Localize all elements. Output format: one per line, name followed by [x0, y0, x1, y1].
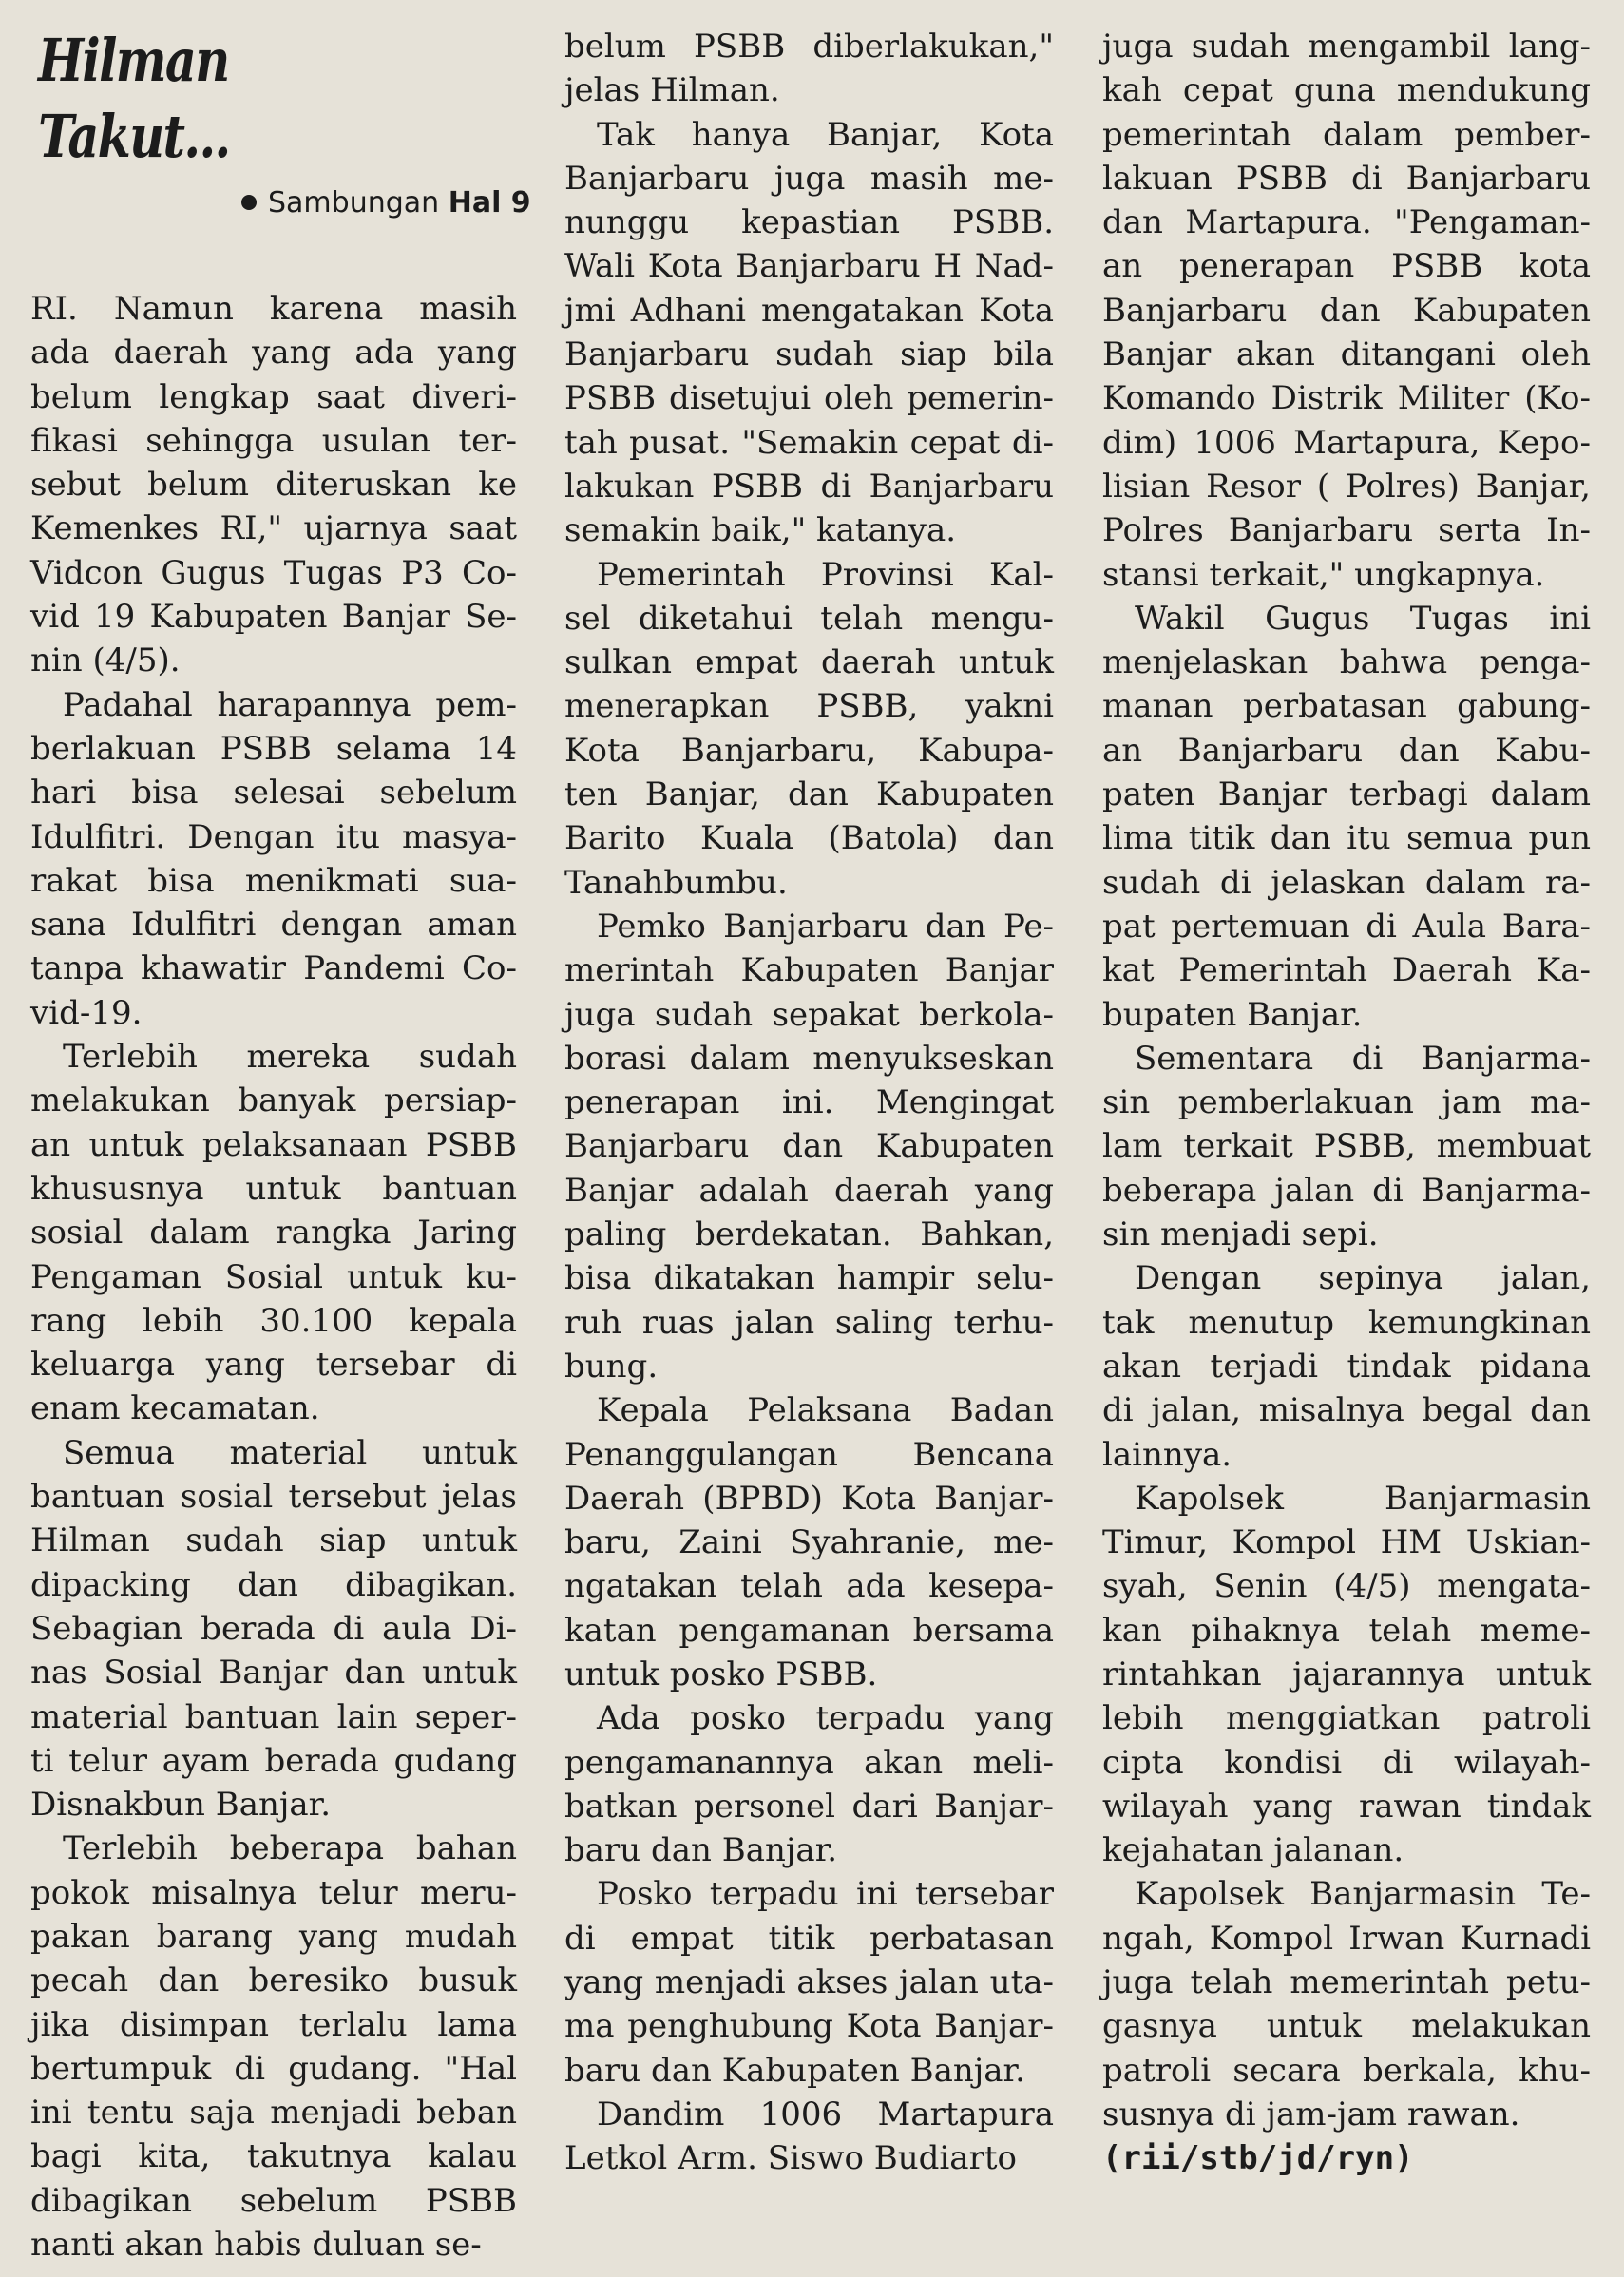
text-line: akan terjadi tindak pidana [1102, 1347, 1591, 1386]
text-line: pokok misalnya telur meru- [30, 1873, 517, 1912]
text-line: ada daerah yang ada yang [30, 334, 517, 373]
text-line: kat Pemerintah Daerah Ka- [1102, 951, 1591, 990]
text-line: Polres Banjarbaru serta In- [1102, 511, 1591, 550]
text-line: ngah, Kompol Irwan Kurnadi [1102, 1919, 1591, 1958]
paragraph [30, 287, 517, 683]
text-line: gasnya untuk melakukan [1102, 2007, 1591, 2046]
text-line: ma penghubung Kota Banjar- [564, 2007, 1054, 2046]
text-line: Ada posko terpadu yang [597, 1699, 1054, 1738]
text-line: Banjarbaru juga masih me- [564, 159, 1054, 198]
author-signature: (rii/stb/jd/ryn) [1102, 2139, 1414, 2178]
paragraph [564, 1388, 1054, 1696]
text-line: sudah di jelaskan dalam ra- [1102, 863, 1591, 902]
text-line: manan perbatasan gabung- [1102, 687, 1591, 726]
text-line: an Banjarbaru dan Kabu- [1102, 731, 1591, 770]
text-line: Semua material untuk [63, 1433, 517, 1472]
text-line: nin (4/5). [30, 641, 181, 680]
text-line: Timur, Kompol HM Uskian- [1102, 1523, 1591, 1562]
column-2 [564, 0, 1054, 2181]
text-line: sin pemberlakuan jam ma- [1102, 1083, 1591, 1122]
text-line: wilayah yang rawan tindak [1102, 1787, 1591, 1826]
text-line: vid-19. [30, 993, 143, 1032]
text-line: ten Banjar, dan Kabupaten [564, 775, 1054, 814]
text-line: rakat bisa menikmati sua- [30, 861, 517, 900]
text-line: Idulfitri. Dengan itu masya- [30, 817, 517, 856]
text-line: Kota Banjarbaru, Kabupa- [564, 731, 1054, 770]
text-line: ngatakan telah ada kesepa- [564, 1567, 1054, 1606]
text-line: nunggu kepastian PSBB. [564, 203, 1054, 242]
column-1-text [30, 287, 517, 2267]
text-line: an penerapan PSBB kota [1102, 247, 1591, 286]
text-line: dim) 1006 Martapura, Kepo- [1102, 423, 1591, 462]
text-line: juga sudah sepakat berkola- [564, 995, 1054, 1034]
text-line: khususnya untuk bantuan [30, 1169, 517, 1208]
text-line: RI. Namun karena masih [30, 290, 517, 328]
text-line: bung. [564, 1347, 659, 1386]
text-line: lebih menggiatkan patroli [1102, 1699, 1591, 1738]
text-line: berlakuan PSBB selama 14 [30, 729, 517, 768]
text-line: melakukan banyak persiap- [30, 1081, 517, 1120]
column-3-text [1102, 25, 1591, 2181]
paragraph [1102, 1872, 1591, 2136]
text-line: ruh ruas jalan saling terhu- [564, 1303, 1054, 1342]
text-line: pecah dan beresiko busuk [30, 1961, 517, 2000]
text-line: jmi Adhani mengatakan Kota [564, 291, 1054, 330]
text-line: sosial dalam rangka Jaring [30, 1214, 517, 1253]
paragraph [30, 683, 517, 1035]
text-line: penerapan ini. Mengingat [564, 1083, 1054, 1122]
text-line: Terlebih beberapa bahan [63, 1829, 517, 1868]
text-line: vid 19 Kabupaten Banjar Se- [30, 598, 517, 637]
text-line: patroli secara berkala, khu- [1102, 2051, 1591, 2090]
text-line: jelas Hilman. [564, 71, 780, 110]
text-line: yang menjadi akses jalan uta- [564, 1963, 1054, 2002]
paragraph [564, 553, 1054, 905]
text-line: cipta kondisi di wilayah- [1102, 1743, 1591, 1782]
text-line: nanti akan habis duluan se- [30, 2226, 482, 2265]
text-line: Tanahbumbu. [564, 863, 788, 902]
text-line: kah cepat guna mendukung [1102, 71, 1591, 110]
text-line: Kapolsek Banjarmasin Te- [1135, 1875, 1591, 1914]
text-line: Banjar adalah daerah yang [564, 1171, 1054, 1210]
text-line: Wakil Gugus Tugas ini [1135, 599, 1591, 638]
text-line: jika disimpan terlalu lama [30, 2005, 517, 2044]
text-line: Letkol Arm. Siswo Budiarto [564, 2139, 1017, 2178]
text-line: PSBB disetujui oleh pemerin- [564, 379, 1054, 418]
text-line: rintahkan jajarannya untuk [1102, 1655, 1591, 1693]
text-line: Tak hanya Banjar, Kota [597, 115, 1054, 154]
text-line: pengamanannya akan meli- [564, 1743, 1054, 1782]
text-line: juga telah memerintah petu- [1102, 1963, 1591, 2002]
text-line: syah, Senin (4/5) mengata- [1102, 1567, 1591, 1606]
text-line: tanpa khawatir Pandemi Co- [30, 949, 517, 988]
text-line: paten Banjar terbagi dalam [1102, 775, 1591, 814]
continuation-prefix: Sambungan [268, 186, 440, 220]
text-line: dipacking dan dibagikan. [30, 1565, 517, 1604]
text-line: Kepala Pelaksana Badan [597, 1391, 1054, 1430]
text-line: Banjarbaru dan Kabupaten [1102, 291, 1591, 330]
column-3 [1102, 0, 1591, 2181]
text-line: paling berdekatan. Bahkan, [564, 1215, 1054, 1254]
text-line: baru dan Banjar. [564, 1831, 838, 1870]
text-line: tah pusat. "Semakin cepat di- [564, 423, 1054, 462]
text-line: bisa dikatakan hampir selu- [564, 1259, 1054, 1298]
text-line: Sebagian berada di aula Di- [30, 1609, 517, 1648]
text-line: bupaten Banjar. [1102, 995, 1363, 1034]
text-line: Disnakbun Banjar. [30, 1786, 332, 1825]
text-line: Pengaman Sosial untuk ku- [30, 1257, 517, 1296]
text-line: lainnya. [1102, 1435, 1232, 1474]
text-line: katan pengamanan bersama [564, 1611, 1054, 1650]
text-line: bantuan sosial tersebut jelas [30, 1478, 517, 1517]
paragraph [564, 1696, 1054, 1872]
text-line: fikasi sehingga usulan ter- [30, 421, 517, 460]
text-line: juga sudah mengambil lang- [1102, 28, 1591, 66]
text-line: tak menutup kemungkinan [1102, 1303, 1591, 1342]
text-line: Kemenkes RI," ujarnya saat [30, 509, 517, 548]
text-line: hari bisa selesai sebelum [30, 774, 517, 813]
text-line: Barito Kuala (Batola) dan [564, 819, 1054, 858]
text-line: di jalan, misalnya begal dan [1102, 1391, 1591, 1430]
text-line: belum lengkap saat diveri- [30, 377, 517, 416]
text-line: belum PSBB diberlakukan," [564, 28, 1054, 66]
text-line: Dengan sepinya jalan, [1135, 1259, 1591, 1298]
text-line: pat pertemuan di Aula Bara- [1102, 907, 1591, 946]
text-line: sana Idulfitri dengan aman [30, 906, 517, 945]
paragraph [1102, 1037, 1591, 1256]
text-line: Banjarbaru dan Kabupaten [564, 1127, 1054, 1166]
paragraph [564, 905, 1054, 1388]
text-line: Banjarbaru sudah siap bila [564, 335, 1054, 374]
text-line: stansi terkait," ungkapnya. [1102, 555, 1545, 594]
text-line: rang lebih 30.100 kepala [30, 1301, 517, 1340]
paragraph [30, 1431, 517, 1827]
text-line: dan Martapura. "Pengaman- [1102, 203, 1591, 242]
paragraph [1102, 1256, 1591, 1476]
text-line: material bantuan lain seper- [30, 1697, 517, 1736]
text-line: Daerah (BPBD) Kota Banjar- [564, 1479, 1054, 1518]
text-line: sebut belum diteruskan ke [30, 466, 517, 505]
text-line: sin menjadi sepi. [1102, 1215, 1379, 1254]
text-line: enam kecamatan. [30, 1389, 320, 1428]
text-line: Terlebih mereka sudah [63, 1038, 517, 1077]
text-line: kan pihaknya telah meme- [1102, 1611, 1591, 1650]
text-line: baru, Zaini Syahranie, me- [564, 1523, 1054, 1562]
text-line: beberapa jalan di Banjarma- [1102, 1171, 1591, 1210]
text-line: Wali Kota Banjarbaru H Nad- [564, 247, 1054, 286]
text-line: borasi dalam menyukseskan [564, 1039, 1054, 1078]
text-line: lisian Resor ( Polres) Banjar, [1102, 467, 1591, 506]
text-line: sulkan empat daerah untuk [564, 643, 1054, 682]
text-line: Dandim 1006 Martapura [597, 2095, 1054, 2133]
paragraph [30, 1827, 517, 2267]
text-line: di empat titik perbatasan [564, 1919, 1054, 1958]
paragraph [30, 1035, 517, 1431]
text-line: bertumpuk di gudang. "Hal [30, 2049, 517, 2088]
paragraph [564, 113, 1054, 553]
text-line: pemerintah dalam pember- [1102, 115, 1591, 154]
paragraph [1102, 597, 1591, 1037]
text-line: bagi kita, takutnya kalau [30, 2137, 517, 2176]
paragraph [1102, 1477, 1591, 1873]
headline: Hilman Takut... [38, 26, 230, 171]
text-line: pakan barang yang mudah [30, 1917, 517, 1956]
text-line: lakuan PSBB di Banjarbaru [1102, 159, 1591, 198]
text-line: Pemerintah Provinsi Kal- [597, 555, 1054, 594]
text-line: menjelaskan bahwa penga- [1102, 643, 1591, 682]
paragraph [564, 25, 1054, 113]
paragraph [1102, 25, 1591, 597]
text-line: Hilman sudah siap untuk [30, 1521, 517, 1560]
paragraph [564, 2093, 1054, 2181]
text-line: keluarga yang tersebar di [30, 1346, 517, 1385]
text-line: dibagikan sebelum PSBB [30, 2181, 517, 2220]
text-line: merintah Kabupaten Banjar [564, 951, 1054, 990]
text-line: Banjar akan ditangani oleh [1102, 335, 1591, 374]
text-line: baru dan Kabupaten Banjar. [564, 2051, 1025, 2090]
text-line: Posko terpadu ini tersebar [597, 1875, 1054, 1914]
column-1 [30, 0, 531, 2267]
text-line: kejahatan jalanan. [1102, 1831, 1404, 1870]
continuation-page-ref: Hal 9 [448, 186, 531, 220]
text-line: Sementara di Banjarma- [1135, 1039, 1591, 1078]
text-line: lima titik dan itu semua pun [1102, 819, 1591, 858]
continuation-line [241, 184, 531, 222]
column-2-text [564, 25, 1054, 2181]
text-line: nas Sosial Banjar dan untuk [30, 1654, 517, 1693]
text-line: Padahal harapannya pem- [63, 685, 517, 724]
text-line: untuk posko PSBB. [564, 1655, 878, 1693]
paragraph [564, 1872, 1054, 2092]
text-line: lam terkait PSBB, membuat [1102, 1127, 1591, 1166]
text-line: menerapkan PSBB, yakni [564, 687, 1054, 726]
text-line: semakin baik," katanya. [564, 511, 957, 550]
text-line: ti telur ayam berada gudang [30, 1741, 517, 1780]
text-line: ini tentu saja menjadi beban [30, 2094, 517, 2133]
text-line: sel diketahui telah mengu- [564, 599, 1054, 638]
text-line: Vidcon Gugus Tugas P3 Co- [30, 553, 517, 592]
text-line: batkan personel dari Banjar- [564, 1787, 1054, 1826]
text-line: Komando Distrik Militer (Ko- [1102, 379, 1591, 418]
text-line: susnya di jam-jam rawan. [1102, 2095, 1520, 2133]
text-line: Pemko Banjarbaru dan Pe- [597, 907, 1054, 946]
text-line: Kapolsek Banjarmasin [1135, 1479, 1591, 1518]
text-line: an untuk pelaksanaan PSBB [30, 1125, 517, 1164]
text-line: lakukan PSBB di Banjarbaru [564, 467, 1054, 506]
text-line: Penanggulangan Bencana [564, 1435, 1054, 1474]
bullet-icon [241, 195, 257, 210]
